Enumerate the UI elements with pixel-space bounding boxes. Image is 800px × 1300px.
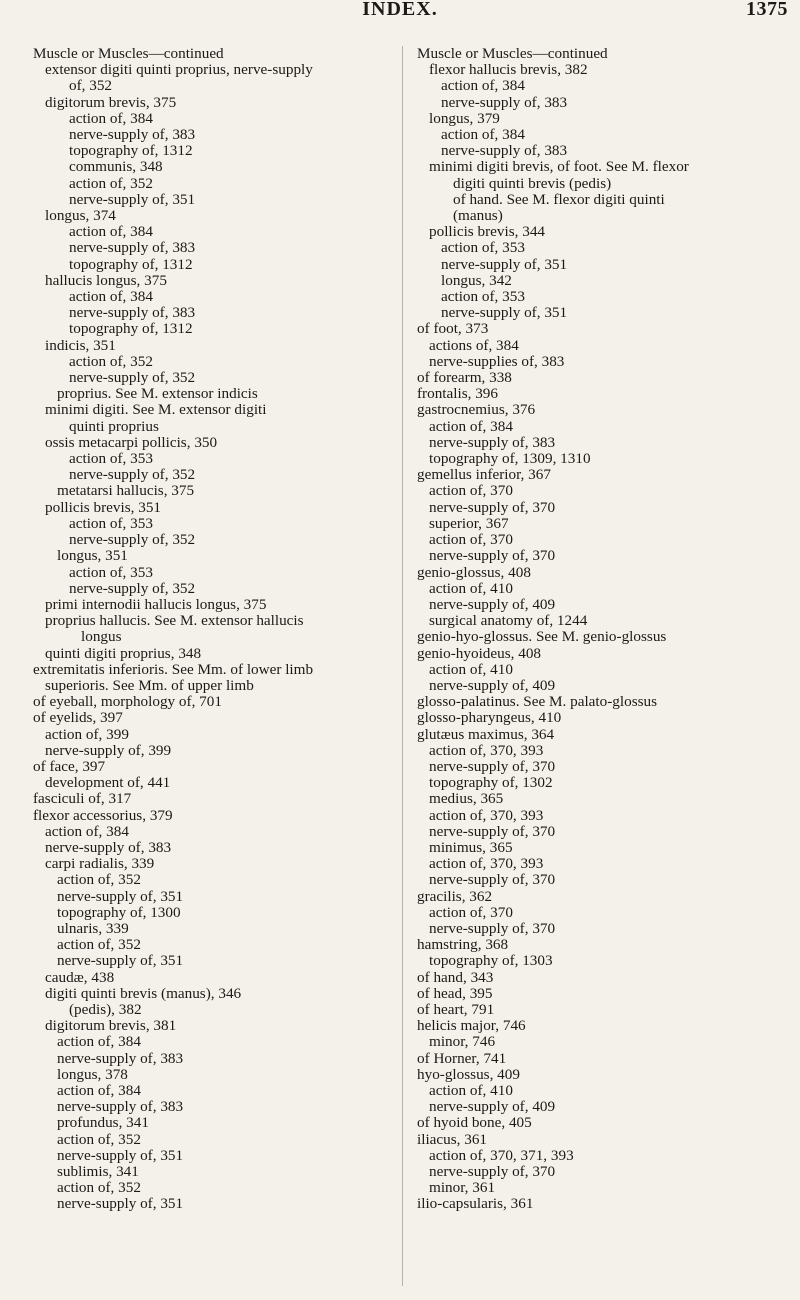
index-entry: of head, 395 — [417, 984, 493, 1002]
index-entry: nerve-supply of, 352 — [69, 369, 196, 387]
index-entry: nerve-supply of, 351 — [57, 952, 184, 970]
index-entry: action of, 384 — [57, 1082, 141, 1099]
index-entry: minor, 746 — [429, 1033, 496, 1051]
index-entry: iliacus, 361 — [417, 1130, 488, 1148]
index-entry: action of, 410 — [429, 1082, 513, 1099]
index-entry: hyo-glossus, 409 — [417, 1065, 520, 1083]
index-entry: fasciculi of, 317 — [33, 790, 132, 808]
index-entry: proprius hallucis. See M. extensor hallucis — [45, 612, 304, 630]
index-entry: nerve-supply of, 370 — [429, 822, 556, 840]
index-entry: nerve-supply of, 351 — [57, 887, 184, 905]
index-entry: topography of, 1312 — [69, 255, 193, 273]
index-entry: nerve-supply of, 370 — [429, 547, 556, 565]
index-entry: nerve-supply of, 370 — [429, 757, 556, 775]
index-entry: indicis, 351 — [45, 336, 116, 354]
index-entry: medius, 365 — [429, 790, 504, 808]
index-entry: of forearm, 338 — [417, 369, 512, 387]
index-entry: nerve-supply of, 352 — [69, 579, 196, 597]
index-entry: nerve-supply of, 399 — [45, 741, 172, 759]
index-entry: Muscle or Muscles—continued — [417, 45, 608, 62]
index-entry: topography of, 1303 — [429, 952, 553, 970]
index-entry: nerve-supply of, 351 — [441, 255, 568, 273]
index-entry: topography of, 1302 — [429, 774, 553, 792]
index-entry: nerve-supply of, 370 — [429, 1163, 556, 1181]
index-entry: quinti digiti proprius, 348 — [45, 644, 202, 662]
index-entry: digiti quinti brevis (manus), 346 — [45, 984, 242, 1002]
index-entry: nerve-supply of, 351 — [69, 190, 196, 208]
index-entry: extensor digiti quinti proprius, nerve-supply — [45, 61, 313, 79]
index-entry: topography of, 1312 — [69, 142, 193, 160]
index-entry: action of, 352 — [69, 174, 153, 192]
index-entry: Muscle or Muscles—continued — [33, 45, 224, 62]
index-entry: digitorum brevis, 381 — [45, 1017, 177, 1035]
index-entry: longus — [81, 628, 122, 646]
index-entry: nerve-supply of, 383 — [69, 304, 196, 322]
index-entry: pollicis brevis, 351 — [45, 498, 162, 516]
index-entry: action of, 410 — [429, 660, 513, 678]
index-entry: nerve-supply of, 383 — [69, 126, 196, 144]
index-entry: glutæus maximus, 364 — [417, 725, 555, 743]
index-entry: quinti proprius — [69, 417, 159, 435]
index-entry: flexor hallucis brevis, 382 — [429, 61, 588, 79]
page-title: INDEX. — [362, 0, 438, 20]
index-entry: hamstring, 368 — [417, 936, 509, 954]
index-entry: longus, 351 — [57, 547, 128, 565]
index-entry: action of, 384 — [69, 223, 153, 241]
index-entry: nerve-supply of, 352 — [69, 466, 196, 484]
index-entry: ilio-capsularis, 361 — [417, 1195, 534, 1213]
index-entry: hallucis longus, 375 — [45, 271, 167, 289]
index-entry: of face, 397 — [33, 757, 106, 775]
index-entry: nerve-supply of, 351 — [57, 1146, 184, 1164]
index-entry: gracilis, 362 — [417, 887, 493, 905]
index-entry: superioris. See Mm. of upper limb — [45, 676, 254, 694]
index-entry: action of, 353 — [441, 288, 525, 306]
index-entry: nerve-supply of, 383 — [441, 93, 568, 111]
index-entry: action of, 370, 371, 393 — [429, 1146, 574, 1164]
index-entry: actions of, 384 — [429, 336, 519, 354]
index-entry: ulnaris, 339 — [57, 919, 129, 937]
index-entry: of eyelids, 397 — [33, 709, 123, 727]
index-entry: communis, 348 — [69, 158, 163, 176]
index-entry: action of, 370 — [429, 482, 513, 500]
index-entry: nerve-supply of, 409 — [429, 1098, 556, 1116]
index-entry: action of, 384 — [69, 288, 153, 306]
index-entry: extremitatis inferioris. See Mm. of lower limb — [33, 660, 314, 678]
index-entry: action of, 352 — [57, 936, 141, 954]
index-entry: nerve-supply of, 351 — [57, 1195, 184, 1213]
index-entry: gastrocnemius, 376 — [417, 401, 536, 419]
index-entry: nerve-supply of, 383 — [57, 1098, 184, 1116]
index-entry: action of, 353 — [69, 563, 153, 581]
index-entry: pollicis brevis, 344 — [429, 223, 546, 241]
index-entry: primi internodii hallucis longus, 375 — [45, 595, 267, 613]
column-divider — [402, 46, 403, 1286]
index-entry: nerve-supply of, 351 — [441, 304, 568, 322]
index-entry: nerve-supply of, 370 — [429, 871, 556, 889]
index-entry: action of, 384 — [69, 109, 153, 127]
index-entry: minimi digiti brevis, of foot. See M. flexor — [429, 158, 689, 176]
index-entry: development of, 441 — [45, 774, 171, 792]
index-entry: action of, 399 — [45, 725, 129, 743]
index-entry: superior, 367 — [429, 514, 509, 532]
index-entry: of heart, 791 — [417, 1000, 495, 1018]
index-entry: sublimis, 341 — [57, 1163, 139, 1181]
index-entry: nerve-supply of, 370 — [429, 919, 556, 937]
index-entry: nerve-supply of, 370 — [429, 498, 556, 516]
index-entry: of eyeball, morphology of, 701 — [33, 693, 222, 711]
index-entry: proprius. See M. extensor indicis — [57, 385, 258, 403]
index-entry: nerve-supplies of, 383 — [429, 352, 565, 370]
index-entry: action of, 352 — [69, 352, 153, 370]
index-entry: nerve-supply of, 383 — [69, 239, 196, 257]
index-entry: of Horner, 741 — [417, 1049, 507, 1067]
index-entry: genio-hyo-glossus. See M. genio-glossus — [417, 628, 667, 646]
index-entry: (pedis), 382 — [69, 1000, 142, 1018]
index-entry: surgical anatomy of, 1244 — [429, 612, 588, 630]
index-entry: action of, 353 — [69, 450, 153, 468]
left-index-column — [33, 46, 413, 1213]
index-entry: action of, 352 — [57, 1179, 141, 1197]
page-header — [0, 0, 800, 26]
index-entry: action of, 370 — [429, 903, 513, 921]
index-entry: nerve-supply of, 409 — [429, 595, 556, 613]
index-entry: of, 352 — [69, 77, 113, 95]
index-entry: carpi radialis, 339 — [45, 855, 155, 873]
index-entry: nerve-supply of, 383 — [57, 1049, 184, 1067]
index-entry: of hyoid bone, 405 — [417, 1114, 532, 1132]
index-entry: action of, 384 — [441, 77, 525, 95]
index-entry: minor, 361 — [429, 1179, 496, 1197]
index-entry: glosso-pharyngeus, 410 — [417, 709, 562, 727]
index-entry: action of, 384 — [45, 822, 129, 840]
index-entry: longus, 378 — [57, 1065, 128, 1083]
index-entry: helicis major, 746 — [417, 1017, 526, 1035]
index-entry: nerve-supply of, 383 — [429, 433, 556, 451]
index-entry: longus, 379 — [429, 109, 500, 127]
index-entry: of hand, 343 — [417, 968, 494, 986]
index-entry: (manus) — [453, 207, 503, 225]
index-entry: minimus, 365 — [429, 838, 513, 856]
index-entry: flexor accessorius, 379 — [33, 806, 173, 824]
index-entry: nerve-supply of, 383 — [45, 838, 172, 856]
index-entry: profundus, 341 — [57, 1114, 149, 1132]
index-entry: gemellus inferior, 367 — [417, 466, 551, 484]
index-entry: glosso-palatinus. See M. palato-glossus — [417, 693, 658, 711]
index-entry: action of, 370, 393 — [429, 806, 544, 824]
index-entry: digiti quinti brevis (pedis) — [453, 174, 612, 192]
index-entry: action of, 352 — [57, 1130, 141, 1148]
index-entry: digitorum brevis, 375 — [45, 93, 177, 111]
index-entry: caudæ, 438 — [45, 968, 115, 986]
index-entry: nerve-supply of, 352 — [69, 531, 196, 549]
index-entry: genio-glossus, 408 — [417, 563, 531, 581]
index-entry: action of, 370 — [429, 531, 513, 549]
index-entry: of hand. See M. flexor digiti quinti — [453, 190, 665, 208]
index-entry: action of, 353 — [69, 514, 153, 532]
right-index-column — [417, 46, 792, 1213]
index-entry: genio-hyoideus, 408 — [417, 644, 542, 662]
index-entry: topography of, 1309, 1310 — [429, 450, 591, 468]
index-entry: longus, 342 — [441, 271, 512, 289]
index-entry: action of, 370, 393 — [429, 855, 544, 873]
index-entry: action of, 352 — [57, 871, 141, 889]
index-entry: longus, 374 — [45, 207, 116, 225]
index-entry: of foot, 373 — [417, 320, 489, 338]
index-entry: minimi digiti. See M. extensor digiti — [45, 401, 267, 419]
page-number: 1375 — [746, 0, 788, 20]
index-entry: topography of, 1312 — [69, 320, 193, 338]
index-entry: ossis metacarpi pollicis, 350 — [45, 433, 218, 451]
index-entry: action of, 384 — [57, 1033, 141, 1051]
index-entry: action of, 384 — [441, 126, 525, 144]
index-entry: frontalis, 396 — [417, 385, 498, 403]
index-entry: action of, 410 — [429, 579, 513, 597]
index-entry: nerve-supply of, 383 — [441, 142, 568, 160]
index-entry: action of, 353 — [441, 239, 525, 257]
index-entry: action of, 384 — [429, 417, 513, 435]
index-entry: action of, 370, 393 — [429, 741, 544, 759]
index-entry: metatarsi hallucis, 375 — [57, 482, 195, 500]
index-entry: topography of, 1300 — [57, 903, 181, 921]
index-entry: nerve-supply of, 409 — [429, 676, 556, 694]
